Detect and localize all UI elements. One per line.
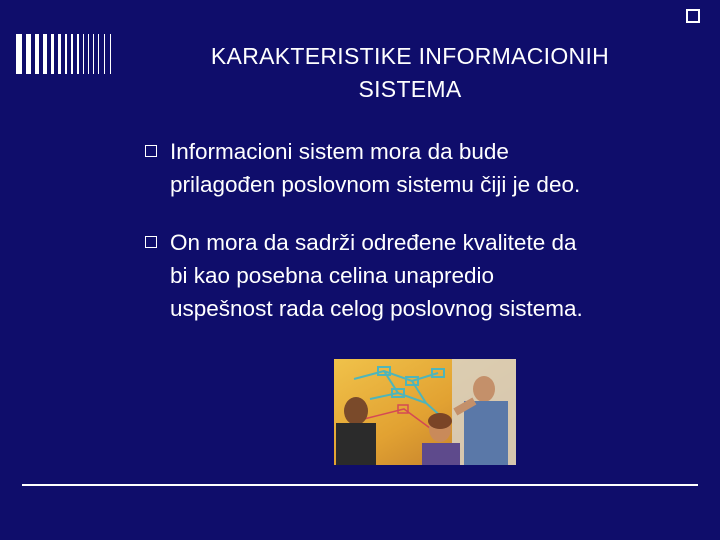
slide-title: [120, 40, 700, 106]
bullet-item: [145, 226, 705, 325]
corner-square-icon: [686, 9, 700, 23]
hollow-square-icon: [145, 145, 157, 157]
bullet-line: prilagođen poslovnom sistemu čiji je deo.: [170, 172, 581, 197]
team-photo: [334, 359, 516, 465]
slide-title-line-2: SISTEMA: [358, 76, 462, 102]
bullet-list: [145, 135, 705, 350]
bullet-item: [145, 135, 705, 201]
divider-line: [22, 484, 698, 486]
slide-title-line-1: KARAKTERISTIKE INFORMACIONIH: [210, 43, 610, 69]
hollow-square-icon: [145, 236, 157, 248]
bullet-line: uspešnost rada celog poslovnog sistema.: [170, 296, 583, 321]
decorative-bars: [16, 34, 116, 74]
bullet-line: Informacioni sistem mora da bude: [170, 139, 509, 164]
bullet-line: bi kao posebna celina unapredio: [170, 263, 494, 288]
bullet-line: On mora da sadrži određene kvalitete da: [170, 230, 577, 255]
